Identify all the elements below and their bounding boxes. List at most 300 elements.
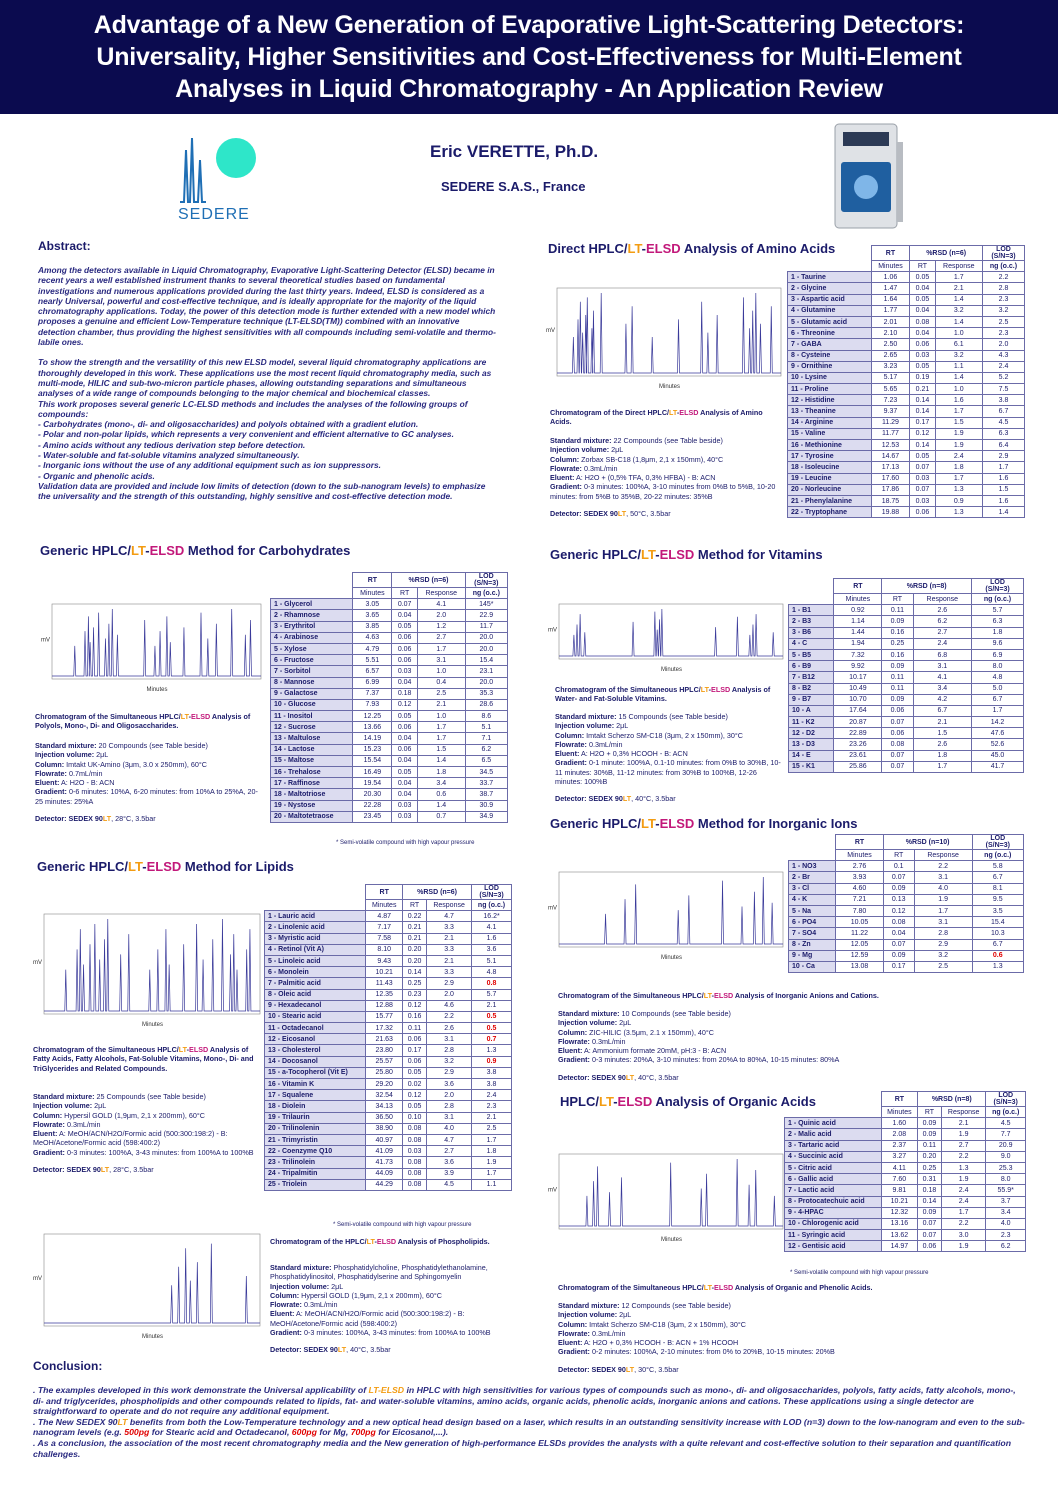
cell-value: 4.1: [913, 672, 971, 683]
rsd-header: %RSD (n=6): [403, 885, 472, 900]
cell-value: 3.8: [982, 395, 1024, 406]
lipids-table: RT %RSD (n=6) LOD (S/N=3) Minutes RT Response ng (o.c.) 1 - Lauric acid 4.87 0.22 4.7 16.2* 2 - Linolenic acid 7.17 0.21 3.3 4.1 3 - Myristic acid 7.58 0.21 2.1 1.6 4 - Retinol (Vit A) 8.10 0.20 3.3 3.6 5 - Linoleic acid 9.43 0.20 2.1 5.1 6 - Monolein 10.21 0.14 3.3 4.8 7 - Palmitic acid 11.43 0.25 2.9 0.8 8 - Oleic acid 12.35 0.23 2.0 5.7 9 - Hexadecanol 12.88 0.12 4.6 2.1 10 - Stearic acid 15.77 0.16 2.2 0.5 11 - Octadecanol 17.32 0.11 2.6 0.5 12 - Eicosanol 21.63 0.06 3.1 0.7 13 - Cholesterol 23.80 0.17 2.8 1.3 14 - Docosanol 25.57 0.06 3.2 0.9 15 - a-Tocopherol (Vit E) 25.80 0.05 2.9 3.8 16 - Vitamin K 29.20 0.02 3.6 3.8 17 - Squalene 32.54 0.12 2.0 2.4 18 - Diolein 34.13 0.05 2.8 2.3 19 - Trilaurin 36.50 0.10 3.1 2.1 20 - Trilinolenin 38.90 0.08 4.0 2.5 21 - Trimyristin 40.97 0.08 4.7 1.7 22 - Coenzyme Q10 41.09 0.03 2.7 1.8 23 - Trilinolein 41.73 0.08 3.6 1.9 24 - Tripalmitin 44.09 0.08 3.9 1.7 25 - Triolein 44.29 0.08 4.5 1.1: [264, 884, 512, 1191]
cell-value: 16.2*: [472, 911, 512, 922]
cell-value: 0.21: [403, 922, 427, 933]
table-row: [785, 1129, 1026, 1140]
cell-value: 1.8: [417, 767, 465, 778]
compound-name: 16 - Trehalose: [271, 767, 353, 778]
ions-caption: Chromatogram of the Simultaneous HPLC/LT-ELSD Analysis of Inorganic Anions and Cations.: [558, 991, 879, 1000]
rt-header: RT: [366, 885, 403, 900]
cell-value: 2.4: [941, 1185, 986, 1196]
cell-value: 0.03: [910, 495, 935, 506]
lod-header: LOD (S/N=3): [972, 835, 1023, 850]
cell-value: 1.0: [417, 666, 465, 677]
cell-value: 0.04: [392, 755, 418, 766]
cell-value: 0.09: [918, 1129, 942, 1140]
carbo-title: Generic HPLC/LT-ELSD Method for Carbohydrates: [40, 543, 351, 558]
table-row: [271, 599, 508, 610]
cell-value: 1.06: [871, 272, 910, 283]
cell-value: 1.94: [834, 638, 882, 649]
cell-value: 1.1: [935, 361, 982, 372]
amino-table: RT %RSD (n=6) LOD (S/N=3) Minutes RT Response ng (o.c.) 1 - Taurine 1.06 0.05 1.7 2.2 2 - Glycine 1.47 0.04 2.1 2.8 3 - Aspartic acid 1.64 0.05 1.4 2.3 4 - Glutamine 1.77 0.04 3.2 3.2 5 - Glutamic acid 2.01 0.08 1.4 2.5 6 - Threonine 2.10 0.04 1.0 2.3 7 - GABA 2.50 0.06 6.1 2.0 8 - Cysteine 2.65 0.03 3.2 4.3 9 - Ornithine 3.23 0.05 1.1 2.4 10 - Lysine 5.17 0.19 1.4 5.2 11 - Proline 5.65 0.21 1.0 7.5 12 - Histidine 7.23 0.14 1.6 3.8 13 - Theanine 9.37 0.14 1.7 6.7 14 - Arginine 11.29 0.17 1.5 4.5 15 - Valine 11.77 0.12 1.9 6.3 16 - Methionine 12.53 0.14 1.9 6.4 17 - Tyrosine 14.67 0.05 2.4 2.9 18 - Isoleucine 17.13 0.07 1.8 1.7 19 - Leucine 17.60 0.03 1.7 1.6 20 - Norleucine 17.86 0.07 1.3 1.5 21 - Phenylalanine 18.75 0.03 0.9 1.6 22 - Tryptophane 19.88 0.06 1.3 1.4: [787, 245, 1025, 518]
compound-name: 8 - Zn: [789, 939, 836, 950]
table-row: [265, 1079, 512, 1090]
compound-name: 3 - Tartaric acid: [785, 1140, 882, 1151]
cell-value: 0.5: [472, 1023, 512, 1034]
y-axis-label: mV: [33, 960, 42, 966]
conclusion-p3: . As a conclusion, the association of the most recent chromatography media and the New generation of high-performance ELSDs provides the analysts with a quite relevant and cost-effective solution to their separation and quantification challenges.: [33, 1437, 1012, 1459]
table-row: [271, 755, 508, 766]
table-row: [785, 1162, 1026, 1173]
cell-value: 2.65: [871, 350, 910, 361]
cell-value: 0.5: [472, 1011, 512, 1022]
cell-value: 0.17: [403, 1045, 427, 1056]
compound-name: 1 - Taurine: [788, 272, 872, 283]
cell-value: 0.18: [392, 688, 418, 699]
cell-value: 4.2: [913, 694, 971, 705]
compound-name: 8 - Mannose: [271, 677, 353, 688]
table-row: [265, 1112, 512, 1123]
author-affiliation: SEDERE S.A.S., France: [441, 179, 586, 194]
cell-value: 0.05: [910, 294, 935, 305]
table-row: [265, 1179, 512, 1190]
cell-value: 0.08: [403, 1157, 427, 1168]
cell-value: 1.9: [941, 1129, 986, 1140]
cell-value: 1.7: [941, 1207, 986, 1218]
table-row: [789, 928, 1024, 939]
rsd-header: %RSD (n=8): [918, 1092, 986, 1107]
cell-value: 12.05: [836, 939, 883, 950]
cell-value: 0.05: [403, 1101, 427, 1112]
amino-title: Direct HPLC/LT-ELSD Analysis of Amino Acids: [548, 241, 836, 256]
cell-value: 0.06: [882, 705, 913, 716]
rt-header: RT: [881, 1092, 917, 1107]
table-row: [271, 778, 508, 789]
table-row: [789, 661, 1024, 672]
cell-value: 1.6: [982, 473, 1024, 484]
cell-value: 1.4: [417, 800, 465, 811]
table-row: [265, 1123, 512, 1134]
logo-text: SEDERE: [178, 206, 250, 223]
cell-value: 13.66: [353, 722, 392, 733]
compound-name: 5 - Xylose: [271, 643, 353, 654]
compound-name: 9 - Ornithine: [788, 361, 872, 372]
compound-name: 1 - B1: [789, 605, 834, 616]
cell-value: 4.1: [472, 922, 512, 933]
organic-caption: Chromatogram of the Simultaneous HPLC/LT-ELSD Analysis of Organic and Phenolic Acids.: [558, 1283, 873, 1292]
compound-name: 9 - Hexadecanol: [265, 1000, 366, 1011]
compound-name: 8 - Cysteine: [788, 350, 872, 361]
abstract-p3: This work proposes several generic LC-ELSD methods and includes the analyses of the following groups of compounds:: [38, 398, 468, 419]
table-row: [788, 316, 1025, 327]
compound-name: 7 - B12: [789, 672, 834, 683]
ions-chromatogram: [547, 866, 787, 961]
cell-value: 0.31: [918, 1174, 942, 1185]
cell-value: 12.88: [366, 1000, 403, 1011]
compound-name: 22 - Tryptophane: [788, 507, 872, 518]
cell-value: 45.0: [972, 750, 1024, 761]
y-axis-label: mV: [546, 328, 555, 334]
table-row: [271, 789, 508, 800]
compound-name: 5 - Na: [789, 905, 836, 916]
cell-value: 22.9: [465, 610, 507, 621]
cell-value: 2.1: [417, 699, 465, 710]
cell-value: 2.7: [427, 1146, 472, 1157]
compound-name: 17 - Tyrosine: [788, 451, 872, 462]
cell-value: 7.23: [871, 395, 910, 406]
compound-name: 16 - Vitamin K: [265, 1079, 366, 1090]
cell-value: 1.2: [417, 621, 465, 632]
cell-value: 3.1: [913, 661, 971, 672]
cell-value: 6.99: [353, 677, 392, 688]
cell-value: 2.1: [472, 1000, 512, 1011]
cell-value: 0.05: [910, 272, 935, 283]
cell-value: 2.9: [427, 978, 472, 989]
y-axis-label: mV: [548, 1187, 557, 1194]
cell-value: 1.5: [935, 417, 982, 428]
compound-name: 6 - B9: [789, 661, 834, 672]
compound-name: 8 - B2: [789, 683, 834, 694]
cell-value: 3.4: [417, 778, 465, 789]
cell-value: 6.7: [982, 406, 1024, 417]
cell-value: 0.08: [882, 739, 913, 750]
compound-name: 12 - Histidine: [788, 395, 872, 406]
cell-value: 2.0: [982, 339, 1024, 350]
cell-value: 6.1: [935, 339, 982, 350]
cell-value: 1.8: [913, 750, 971, 761]
poster-header: [0, 0, 1058, 114]
cell-value: 4.60: [836, 883, 883, 894]
cell-value: 2.10: [871, 328, 910, 339]
x-axis-label: Minutes: [142, 1334, 164, 1340]
table-row: [785, 1241, 1026, 1252]
cell-value: 1.7: [472, 1168, 512, 1179]
cell-value: 11.7: [465, 621, 507, 632]
cell-value: 0.03: [392, 800, 418, 811]
cell-value: 1.0: [417, 711, 465, 722]
title-line-2: Universality, Higher Sensitivities and Cost-Effectiveness for Multi-Element: [96, 43, 962, 71]
cell-value: 10.05: [836, 917, 883, 928]
cell-value: 3.1: [417, 655, 465, 666]
cell-value: 19.54: [353, 778, 392, 789]
cell-value: 0.16: [882, 627, 913, 638]
compound-name: 17 - Squalene: [265, 1090, 366, 1101]
cell-value: 44.29: [366, 1179, 403, 1190]
cell-value: 38.7: [465, 789, 507, 800]
y-axis-label: mV: [41, 637, 50, 644]
cell-value: 12.59: [836, 950, 883, 961]
table-row: [789, 694, 1024, 705]
cell-value: 0.17: [910, 417, 935, 428]
cell-value: 0.14: [910, 440, 935, 451]
cell-value: 1.47: [871, 283, 910, 294]
vitamins-chromatogram: [547, 598, 787, 673]
cell-value: 14.97: [881, 1241, 917, 1252]
cell-value: 0.11: [882, 683, 913, 694]
compound-name: 6 - Gallic acid: [785, 1174, 882, 1185]
compound-name: 4 - Retinol (Vit A): [265, 944, 366, 955]
table-row: [265, 1056, 512, 1067]
cell-value: 23.61: [834, 750, 882, 761]
cell-value: 3.2: [935, 305, 982, 316]
compound-name: 9 - B7: [789, 694, 834, 705]
table-row: [785, 1140, 1026, 1151]
cell-value: 2.01: [871, 316, 910, 327]
lod-header: LOD (S/N=3): [472, 885, 512, 900]
cell-value: 1.7: [935, 473, 982, 484]
cell-value: 0.07: [918, 1230, 942, 1241]
amino-caption: Chromatogram of the Direct HPLC/LT-ELSD Analysis of Amino Acids.: [550, 408, 763, 427]
cell-value: 7.60: [881, 1174, 917, 1185]
cell-value: 0.04: [392, 778, 418, 789]
cell-value: 0.06: [910, 507, 935, 518]
lipids-caption: Chromatogram of the Simultaneous HPLC/LT-ELSD Analysis of Fatty Acids, Fatty Alcohols, Fat-Soluble Vitamins, Mono-, Di- and TriGlycerides and Related Compounds.: [33, 1045, 254, 1073]
table-row: [789, 683, 1024, 694]
cell-value: 1.8: [972, 627, 1024, 638]
cell-value: 0.25: [403, 978, 427, 989]
chromatogram-trace: [559, 877, 783, 944]
cell-value: 1.9: [472, 1157, 512, 1168]
compound-name: 10 - Glucose: [271, 699, 353, 710]
cell-value: 3.3: [427, 922, 472, 933]
cell-value: 0.07: [882, 717, 913, 728]
cell-value: 5.8: [972, 861, 1023, 872]
cell-value: 0.03: [910, 350, 935, 361]
table-row: [788, 495, 1025, 506]
compound-name: 1 - NO3: [789, 861, 836, 872]
cell-value: 0.12: [910, 428, 935, 439]
cell-value: 0.08: [403, 1134, 427, 1145]
cell-value: 15.54: [353, 755, 392, 766]
cell-value: 0.20: [403, 955, 427, 966]
cell-value: 3.4: [913, 683, 971, 694]
cell-value: 0.9: [472, 1056, 512, 1067]
compound-name: 9 - Mg: [789, 950, 836, 961]
cell-value: 3.05: [353, 599, 392, 610]
phospholipids-chromatogram: [32, 1228, 264, 1340]
phospholipids-caption: Chromatogram of the HPLC/LT-ELSD Analysis of Phospholipids.: [270, 1237, 490, 1246]
compound-name: 2 - Br: [789, 872, 836, 883]
chromatogram-trace: [52, 609, 261, 676]
y-axis-label: mV: [33, 1276, 42, 1282]
compound-name: 5 - Glutamic acid: [788, 316, 872, 327]
table-row: [785, 1196, 1026, 1207]
cell-value: 6.2: [986, 1241, 1026, 1252]
compound-name: 4 - Arabinose: [271, 632, 353, 643]
table-row: [789, 917, 1024, 928]
cell-value: 40.97: [366, 1134, 403, 1145]
cell-value: 0.04: [910, 305, 935, 316]
chromatogram-trace: [557, 293, 781, 373]
cell-value: 6.7: [972, 872, 1023, 883]
compound-name: 6 - PO4: [789, 917, 836, 928]
cell-value: 0.21: [910, 384, 935, 395]
compound-name: 18 - Isoleucine: [788, 462, 872, 473]
cell-value: 4.6: [427, 1000, 472, 1011]
cell-value: 3.2: [935, 350, 982, 361]
table-row: [271, 610, 508, 621]
cell-value: 0.07: [882, 750, 913, 761]
cell-value: 3.8: [472, 1079, 512, 1090]
rsd-header: %RSD (n=10): [883, 835, 972, 850]
cell-value: 7.1: [465, 733, 507, 744]
cell-value: 0.06: [403, 1034, 427, 1045]
cell-value: 1.7: [417, 733, 465, 744]
cell-value: 15.77: [366, 1011, 403, 1022]
cell-value: 20.0: [465, 677, 507, 688]
cell-value: 3.3: [427, 944, 472, 955]
cell-value: 1.7: [935, 272, 982, 283]
cell-value: 6.57: [353, 666, 392, 677]
compound-name: 15 - a-Tocopherol (Vit E): [265, 1067, 366, 1078]
cell-value: 0.20: [403, 944, 427, 955]
table-row: [785, 1207, 1026, 1218]
cell-value: 15.4: [465, 655, 507, 666]
cell-value: 12.35: [366, 989, 403, 1000]
cell-value: 20.0: [465, 632, 507, 643]
cell-value: 2.9: [427, 1067, 472, 1078]
table-row: [789, 605, 1024, 616]
cell-value: 32.54: [366, 1090, 403, 1101]
compound-name: 23 - Trilinolein: [265, 1157, 366, 1168]
cell-value: 2.8: [914, 928, 972, 939]
cell-value: 4.7: [427, 911, 472, 922]
abstract-body: [38, 265, 498, 502]
lod-header: LOD (S/N=3): [465, 573, 507, 588]
compound-name: 4 - C: [789, 638, 834, 649]
cell-value: 0.9: [935, 495, 982, 506]
x-axis-label: Minutes: [146, 687, 168, 693]
compound-name: 9 - 4-HPAC: [785, 1207, 882, 1218]
carbo-note: * Semi-volatile compound with high vapour pressure: [336, 840, 475, 846]
ions-conditions: Standard mixture: 10 Compounds (see Table beside) Injection volume: 2μL Column: ZIC-HILIC (3.5μm, 2.1 x 150mm), 40°C Flowrate: 0.3mL/min Eluent: A: Ammonium formate 20mM, pH:3 - B: ACN Gradient: 0-3 minutes: 20%A, 3-10 minutes: from 20%A to 80%A, 10-15 minutes: 80%A Detector: SEDEX 90LT, 40°C, 3.5bar: [558, 1009, 840, 1082]
cell-value: 29.20: [366, 1079, 403, 1090]
cell-value: 0.06: [910, 339, 935, 350]
cell-value: 1.7: [913, 761, 971, 772]
cell-value: 5.7: [472, 989, 512, 1000]
table-row: [789, 649, 1024, 660]
cell-value: 5.7: [972, 605, 1024, 616]
cell-value: 3.1: [427, 1112, 472, 1123]
table-row: [265, 978, 512, 989]
cell-value: 19.88: [871, 507, 910, 518]
organic-table: RT %RSD (n=8) LOD (S/N=3) Minutes RT Response ng (o.c.) 1 - Quinic acid 1.60 0.09 2.1 4.5 2 - Malic acid 2.08 0.09 1.9 7.7 3 - Tartaric acid 2.37 0.11 2.7 20.9 4 - Succinic acid 3.27 0.20 2.2 9.0 5 - Citric acid 4.11 0.25 1.3 25.3 6 - Gallic acid 7.60 0.31 1.9 8.0 7 - Lactic acid 9.81 0.18 2.4 55.9* 8 - Protocatechuic acid 10.21 0.14 2.4 3.7 9 - 4-HPAC 12.32 0.09 1.7 3.4 10 - Chlorogenic acid 13.16 0.07 2.2 4.0 11 - Syringic acid 13.62 0.07 3.0 2.3 12 - Gentisic acid 14.97 0.06 1.9 6.2: [784, 1091, 1026, 1252]
cell-value: 1.44: [834, 627, 882, 638]
cell-value: 7.58: [366, 933, 403, 944]
table-row: [788, 484, 1025, 495]
cell-value: 1.9: [935, 440, 982, 451]
cell-value: 2.7: [941, 1140, 986, 1151]
table-row: [265, 989, 512, 1000]
compound-name: 7 - Lactic acid: [785, 1185, 882, 1196]
table-row: [265, 1101, 512, 1112]
table-row: [789, 961, 1024, 972]
cell-value: 2.8: [982, 283, 1024, 294]
cell-value: 2.7: [913, 627, 971, 638]
cell-value: 9.0: [986, 1151, 1026, 1162]
cell-value: 3.7: [986, 1196, 1026, 1207]
table-row: [788, 428, 1025, 439]
cell-value: 0.14: [403, 967, 427, 978]
cell-value: 9.43: [366, 955, 403, 966]
table-row: [788, 372, 1025, 383]
cell-value: 3.2: [914, 950, 972, 961]
cell-value: 0.02: [403, 1079, 427, 1090]
compound-name: 13 - D3: [789, 739, 834, 750]
table-row: [788, 305, 1025, 316]
compound-name: 2 - Glycine: [788, 283, 872, 294]
table-row: [265, 944, 512, 955]
compound-name: 4 - K: [789, 894, 836, 905]
table-row: [788, 283, 1025, 294]
cell-value: 2.1: [913, 717, 971, 728]
compound-name: 15 - Maltose: [271, 755, 353, 766]
cell-value: 47.6: [972, 728, 1024, 739]
cell-value: 1.8: [472, 1146, 512, 1157]
cell-value: 36.50: [366, 1112, 403, 1123]
compound-name: 2 - Linolenic acid: [265, 922, 366, 933]
cell-value: 1.60: [881, 1118, 917, 1129]
cell-value: 2.4: [472, 1090, 512, 1101]
cell-value: 0.6: [417, 789, 465, 800]
compound-name: 4 - Succinic acid: [785, 1151, 882, 1162]
cell-value: 12.53: [871, 440, 910, 451]
compound-name: 11 - Octadecanol: [265, 1023, 366, 1034]
cell-value: 15.4: [972, 917, 1023, 928]
abstract-bullet: - Polar and non-polar lipids, which represents a very convenient and efficient alternative to GC analyses.: [38, 429, 454, 440]
author-name: Eric VERETTE, Ph.D.: [430, 142, 599, 161]
cell-value: 0.05: [392, 711, 418, 722]
compound-name: 7 - Palmitic acid: [265, 978, 366, 989]
table-row: [785, 1185, 1026, 1196]
cell-value: 0.25: [918, 1162, 942, 1173]
cell-value: 2.0: [427, 989, 472, 1000]
table-row: [271, 655, 508, 666]
compound-name: 10 - A: [789, 705, 834, 716]
x-axis-label: Minutes: [659, 384, 681, 390]
cell-value: 41.7: [972, 761, 1024, 772]
cell-value: 22.89: [834, 728, 882, 739]
cell-value: 2.2: [982, 272, 1024, 283]
cell-value: 1.77: [871, 305, 910, 316]
cell-value: 0.03: [392, 666, 418, 677]
cell-value: 3.6: [427, 1157, 472, 1168]
cell-value: 0.05: [392, 621, 418, 632]
title-line-1: Advantage of a New Generation of Evaporative Light-Scattering Detectors:: [93, 11, 965, 39]
cell-value: 4.0: [986, 1218, 1026, 1229]
cell-value: 9.92: [834, 661, 882, 672]
compound-name: 5 - B5: [789, 649, 834, 660]
table-row: [785, 1174, 1026, 1185]
cell-value: 0.06: [882, 728, 913, 739]
cell-value: 1.6: [935, 395, 982, 406]
table-row: [789, 905, 1024, 916]
table-row: [789, 872, 1024, 883]
cell-value: 41.09: [366, 1146, 403, 1157]
compound-name: 12 - Sucrose: [271, 722, 353, 733]
cell-value: 1.6: [982, 495, 1024, 506]
cell-value: 1.64: [871, 294, 910, 305]
chromatogram-trace: [559, 609, 783, 656]
cell-value: 0.04: [910, 328, 935, 339]
cell-value: 4.3: [982, 350, 1024, 361]
compound-name: 12 - Eicosanol: [265, 1034, 366, 1045]
x-axis-label: Minutes: [661, 667, 683, 673]
carbo-conditions: Standard mixture: 20 Compounds (see Table beside) Injection volume: 2μL Column: Imtakt UK-Amino (3μm, 3.0 x 250mm), 60°C Flowrate: 0.7mL/min Eluent: A: H2O - B: ACN Gradient: 0-6 minutes: 10%A, 6-20 minutes: from 10%A to 25%A, 20-25 minutes: 25%A Detector: SEDEX 90LT, 28°C, 3.5bar: [35, 741, 258, 824]
cell-value: 0.03: [392, 811, 418, 822]
amino-chromatogram: [545, 282, 785, 390]
table-row: [785, 1118, 1026, 1129]
